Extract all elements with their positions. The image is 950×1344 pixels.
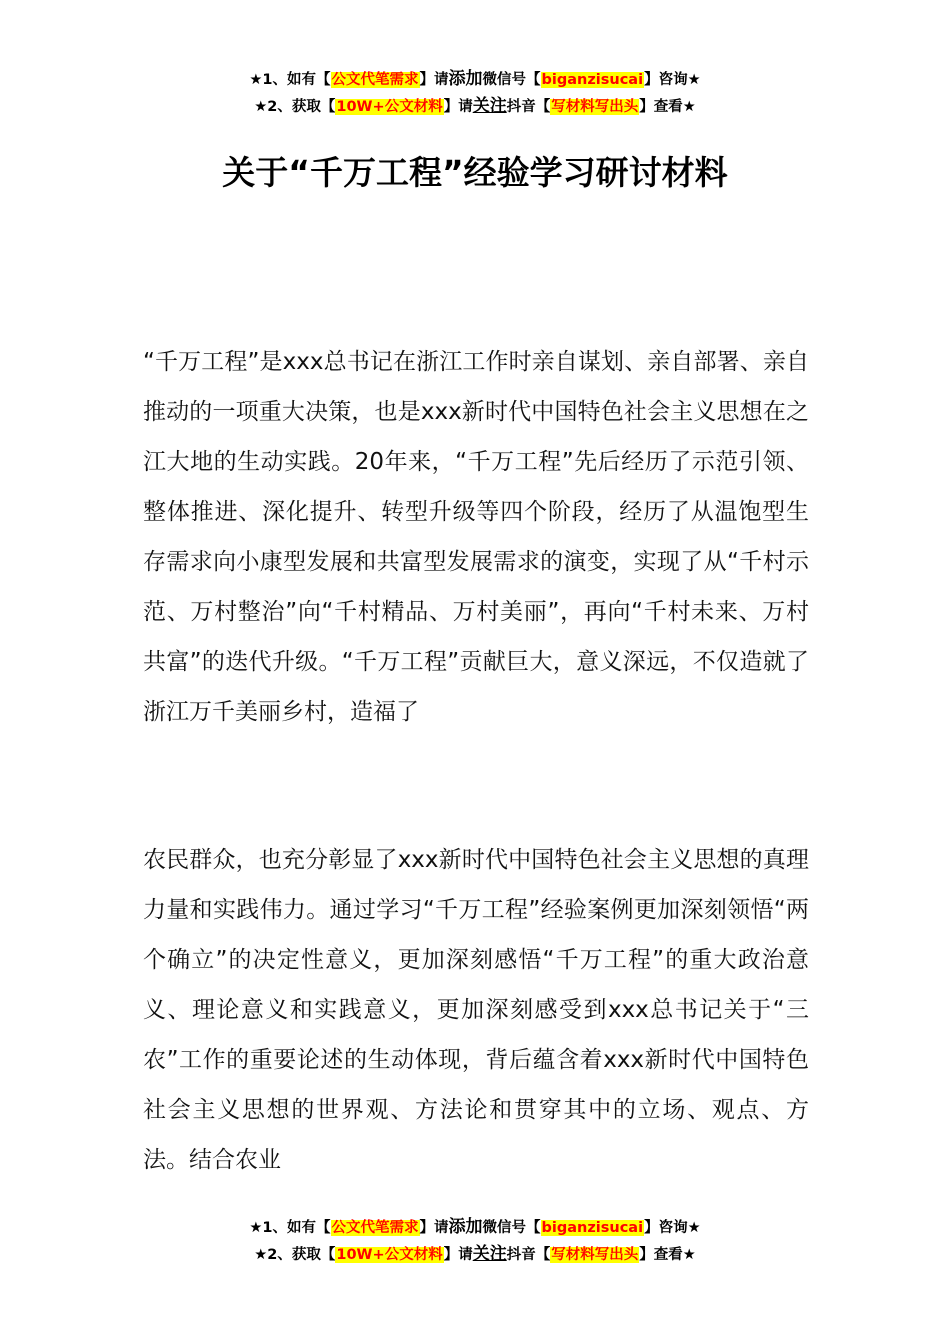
promo-highlight-service: 公文代笔需求 <box>331 72 419 88</box>
promo-line-2 <box>0 93 950 120</box>
body-paragraph-1: “千万工程”是xxx总书记在浙江工作时亲自谋划、亲自部署、亲自推动的一项重大决策，也是xxx新时代中国特色社会主义思想在之江大地的生动实践。20年来，“千万工程”先后经历了示范引领、整体推进、深化提升、转型升级等四个阶段，经历了从温饱型生存需求向小康型发展和共富型发展需求的演变，实现了从“千村示范、万村整治”向“千村精品、万村美丽”，再向“千村未来、万村共富”的迭代升级。“千万工程”贡献巨大，意义深远，不仅造就了浙江万千美丽乡村，造福了 <box>143 349 809 725</box>
promo-line-2-mid2: 抖音【 <box>506 99 551 115</box>
promo-highlight-douyin-account: 写材料写出头 <box>551 99 639 115</box>
promo-line-2-suffix: 】查看★ <box>639 1247 696 1263</box>
promo-emphasis-follow: 关注 <box>472 1244 507 1264</box>
promo-line-1-mid2: 微信号【 <box>482 1220 541 1236</box>
promo-highlight-douyin-account: 写材料写出头 <box>551 1247 639 1263</box>
promo-highlight-service: 公文代笔需求 <box>331 1220 419 1236</box>
body-paragraph-2: 农民群众，也充分彰显了xxx新时代中国特色社会主义思想的真理力量和实践伟力。通过学习“千万工程”经验案例更加深刻领悟“两个确立”的决定性意义，更加深刻感悟“千万工程”的重大政治意义、理论意义和实践意义，更加深刻感受到xxx总书记关于“三农”工作的重要论述的生动体现，背后蕴含着xxx新时代中国特色社会主义思想的世界观、方法论和贯穿其中的立场、观点、方法。结合农业 <box>143 847 809 1173</box>
promo-line-2-prefix: ★2、获取【 <box>254 99 336 115</box>
promo-emphasis-follow: 关注 <box>472 96 507 116</box>
promo-line-1-suffix: 】咨询★ <box>644 1220 701 1236</box>
promo-line-2-mid2: 抖音【 <box>506 1247 551 1263</box>
promo-emphasis-add: 添加 <box>448 1217 483 1237</box>
document-title: 关于“千万工程”经验学习研讨材料 <box>222 153 728 192</box>
promo-line-2 <box>0 1241 950 1268</box>
promo-line-1-prefix: ★1、如有【 <box>249 1220 331 1236</box>
promo-line-1 <box>0 1214 950 1241</box>
promo-highlight-wechat-id: biganzisucai <box>541 72 644 88</box>
promo-line-1 <box>0 66 950 93</box>
promo-highlight-materials: 10W+公文材料 <box>336 99 443 115</box>
promo-line-2-mid: 】请 <box>443 99 473 115</box>
promo-line-2-prefix: ★2、获取【 <box>254 1247 336 1263</box>
promo-line-1-mid2: 微信号【 <box>482 72 541 88</box>
promo-line-1-prefix: ★1、如有【 <box>249 72 331 88</box>
promo-emphasis-add: 添加 <box>448 69 483 89</box>
promo-highlight-wechat-id: biganzisucai <box>541 1220 644 1236</box>
promo-line-2-suffix: 】查看★ <box>639 99 696 115</box>
promo-line-1-mid: 】请 <box>419 72 449 88</box>
promo-footer <box>0 1214 950 1268</box>
promo-line-2-mid: 】请 <box>443 1247 473 1263</box>
promo-highlight-materials: 10W+公文材料 <box>336 1247 443 1263</box>
promo-line-1-suffix: 】咨询★ <box>644 72 701 88</box>
promo-header <box>0 66 950 120</box>
promo-line-1-mid: 】请 <box>419 1220 449 1236</box>
